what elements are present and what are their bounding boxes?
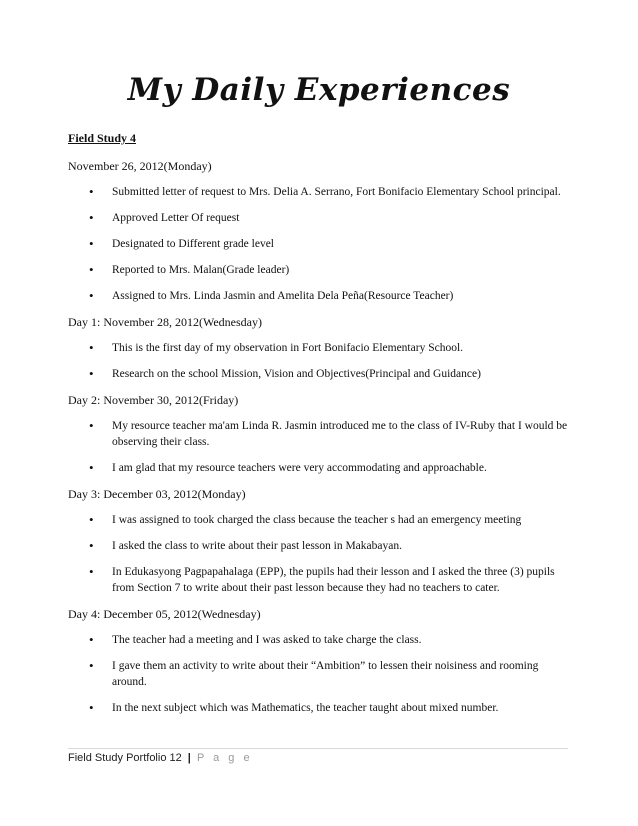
footer-page-label: P a g e xyxy=(196,752,253,764)
entry-list xyxy=(68,512,568,596)
footer-text: Field Study Portfolio 12 xyxy=(68,752,182,764)
list-item: • Research on the school Mission, Vision and Objectives(Principal and Guidance) xyxy=(89,366,481,381)
list-item: • I am glad that my resource teachers were very accommodating and approachable. xyxy=(89,460,487,475)
bullet-icon: • xyxy=(89,700,94,715)
journal-content xyxy=(68,152,568,716)
bullet-icon: • xyxy=(89,262,94,277)
bullet-icon: • xyxy=(89,210,94,225)
subtitle: Field Study 4 xyxy=(68,131,137,145)
journal-section xyxy=(68,606,568,716)
bullet-icon: • xyxy=(89,460,94,475)
list-item: • Approved Letter Of request xyxy=(89,210,240,225)
bullet-icon: • xyxy=(89,184,94,199)
footer-divider xyxy=(68,748,568,749)
list-item: • Submitted letter of request to Mrs. Delia A. Serrano, Fort Bonifacio Elementary School principal. xyxy=(89,184,561,199)
list-item: • I gave them an activity to write about their “Ambition” to lessen their noisiness and rooming around. xyxy=(89,658,539,688)
bullet-icon: • xyxy=(89,418,94,433)
list-item: • Assigned to Mrs. Linda Jasmin and Amelita Dela Peña(Resource Teacher) xyxy=(89,288,454,303)
list-item: • In the next subject which was Mathematics, the teacher taught about mixed number. xyxy=(89,700,499,715)
bullet-icon: • xyxy=(89,564,94,579)
list-item: • I was assigned to took charged the class because the teacher s had an emergency meeting xyxy=(89,512,522,527)
section-date: Day 3: December 03, 2012(Monday) xyxy=(68,487,246,501)
journal-section xyxy=(68,486,568,596)
bullet-icon: • xyxy=(89,512,94,527)
section-date: Day 2: November 30, 2012(Friday) xyxy=(68,393,239,407)
list-item: • Designated to Different grade level xyxy=(89,236,274,251)
journal-section xyxy=(68,158,568,304)
journal-section xyxy=(68,314,568,382)
entry-list xyxy=(68,632,568,716)
entry-list xyxy=(68,184,568,304)
list-item: • Reported to Mrs. Malan(Grade leader) xyxy=(89,262,290,277)
page-title: My Daily Experiences xyxy=(127,72,511,108)
bullet-icon: • xyxy=(89,538,94,553)
list-item: • I asked the class to write about their past lesson in Makabayan. xyxy=(89,538,402,553)
bullet-icon: • xyxy=(89,340,94,355)
section-date: November 26, 2012(Monday) xyxy=(68,159,212,173)
list-item: • The teacher had a meeting and I was asked to take charge the class. xyxy=(89,632,422,647)
entry-list xyxy=(68,340,568,382)
list-item: • In Edukasyong Pagpapahalaga (EPP), the pupils had their lesson and I asked the three (3) pupils from Section 7 to write about their past lesson because they had no teachers to cater. xyxy=(89,564,555,594)
bullet-icon: • xyxy=(89,632,94,647)
list-item: • My resource teacher ma'am Linda R. Jasmin introduced me to the class of IV-Ruby that I would be observing their class. xyxy=(89,418,568,448)
footer-separator: | xyxy=(187,752,191,764)
page-footer xyxy=(68,752,253,764)
bullet-icon: • xyxy=(89,658,94,673)
entry-list xyxy=(68,418,568,476)
list-item: • This is the first day of my observation in Fort Bonifacio Elementary School. xyxy=(89,340,464,355)
journal-section xyxy=(68,392,568,476)
bullet-icon: • xyxy=(89,288,94,303)
bullet-icon: • xyxy=(89,366,94,381)
section-date: Day 1: November 28, 2012(Wednesday) xyxy=(68,315,262,329)
section-date: Day 4: December 05, 2012(Wednesday) xyxy=(68,607,261,621)
bullet-icon: • xyxy=(89,236,94,251)
